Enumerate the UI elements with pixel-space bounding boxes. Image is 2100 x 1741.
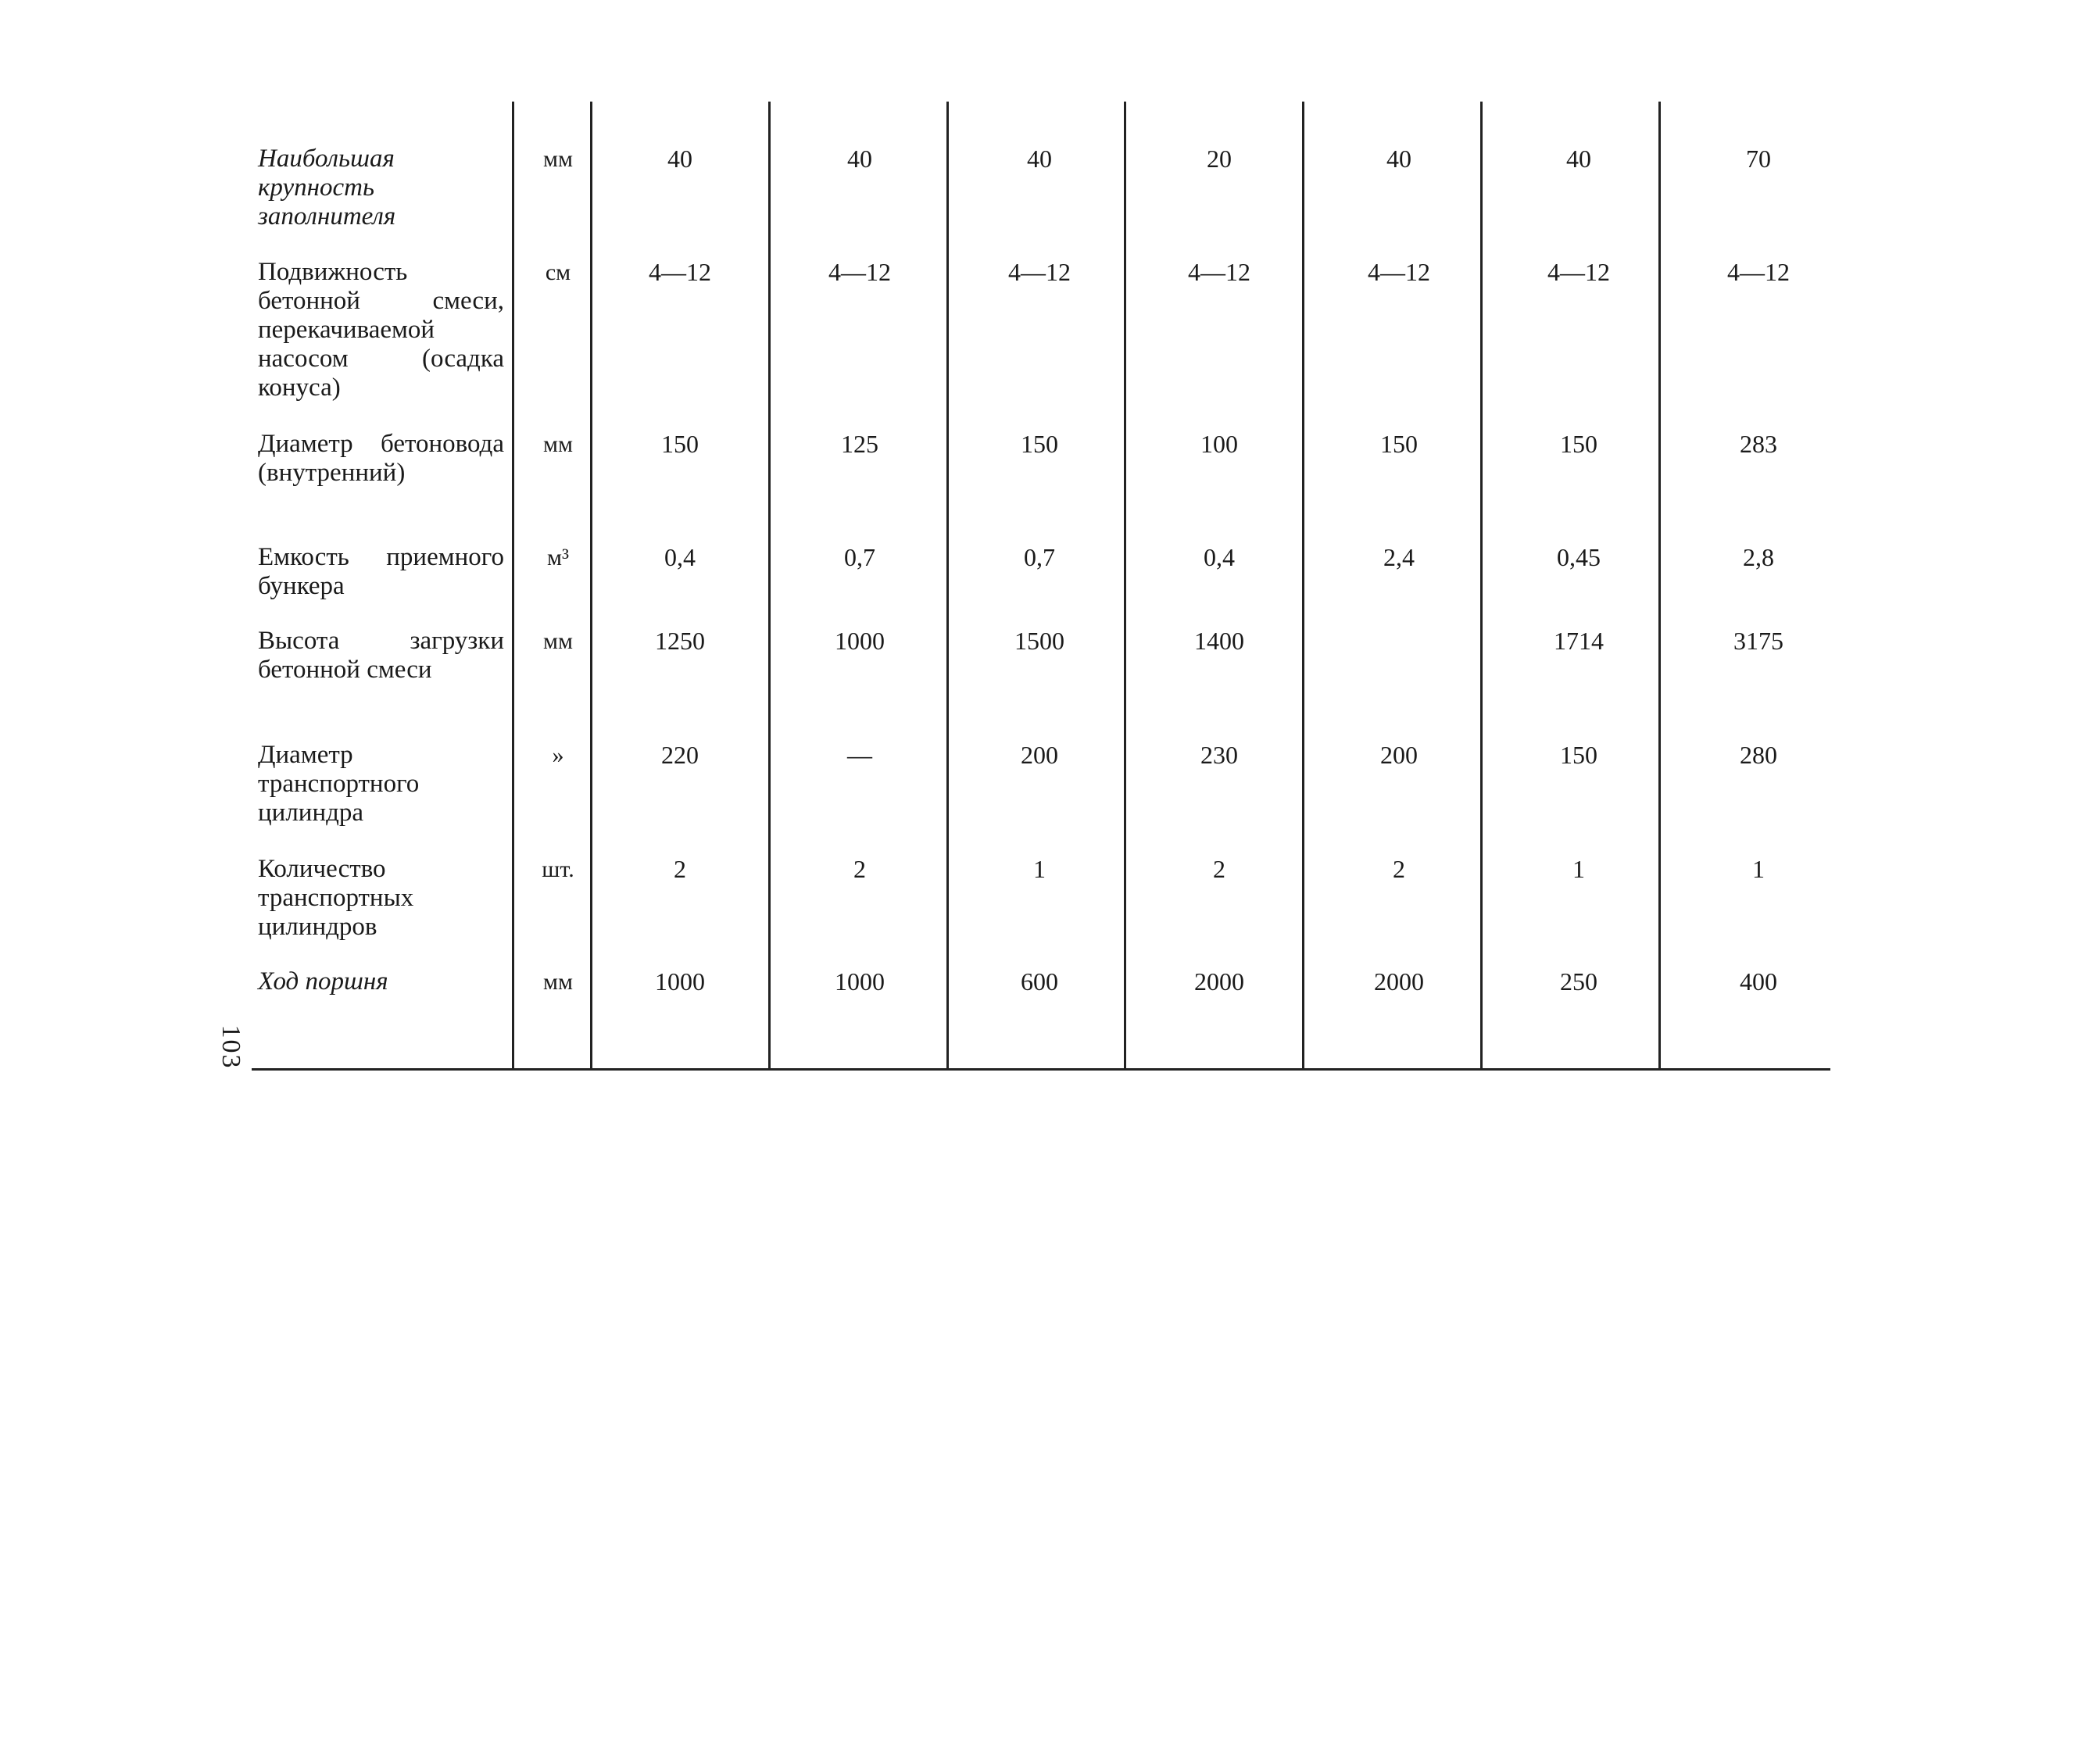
table-cell: 0,4 xyxy=(664,543,696,571)
table-cell: — xyxy=(847,741,872,769)
table-cell: 150 xyxy=(1380,430,1418,458)
table-cell: 40 xyxy=(667,145,692,173)
table-cell: 1 xyxy=(1752,855,1765,883)
table-cell: 125 xyxy=(841,430,878,458)
table-cell: 1 xyxy=(1572,855,1585,883)
table-cell: 2 xyxy=(674,855,686,883)
table-cell: 4—12 xyxy=(1008,258,1071,286)
table-cell: 230 xyxy=(1200,741,1238,769)
table-cell: 1000 xyxy=(835,627,885,655)
table-cell: 4—12 xyxy=(649,258,711,286)
table-cell: 150 xyxy=(1021,430,1058,458)
table-cell: 150 xyxy=(1560,430,1597,458)
row-label: Количество транспортных цилиндров xyxy=(258,855,414,941)
column-rule xyxy=(512,102,514,1071)
column-rule xyxy=(1658,102,1661,1071)
row-label: Диаметр транспортного цилиндра xyxy=(258,741,420,827)
table-cell: 250 xyxy=(1560,967,1597,996)
row-unit: мм xyxy=(543,969,573,995)
table-cell: 1500 xyxy=(1014,627,1064,655)
table-cell: 100 xyxy=(1200,430,1238,458)
table-cell: 1250 xyxy=(655,627,705,655)
row-unit: м³ xyxy=(547,545,569,570)
table-cell: 2,8 xyxy=(1743,543,1774,571)
table-cell: 4—12 xyxy=(1368,258,1430,286)
table-cell: 4—12 xyxy=(828,258,891,286)
table-cell: 280 xyxy=(1740,741,1777,769)
table-cell: 4—12 xyxy=(1547,258,1610,286)
table-cell: 2 xyxy=(1213,855,1225,883)
table-cell: 1000 xyxy=(655,967,705,996)
row-unit: шт. xyxy=(542,856,574,882)
row-unit: мм xyxy=(543,146,573,172)
row-label: Подвижность бетонной смеси, перекачиваемой насосом (осадка конуса) xyxy=(258,258,504,402)
table-cell: 4—12 xyxy=(1188,258,1250,286)
table-cell: 2 xyxy=(1393,855,1405,883)
bottom-rule xyxy=(252,1068,1830,1071)
table-cell: 200 xyxy=(1021,741,1058,769)
table-cell: 40 xyxy=(1386,145,1411,173)
row-label: Емкость приемного бункера xyxy=(258,543,504,600)
table-cell: 40 xyxy=(1027,145,1052,173)
table-cell: 1 xyxy=(1033,855,1046,883)
table-cell: 1000 xyxy=(835,967,885,996)
row-unit: мм xyxy=(543,431,573,457)
table-cell: 2,4 xyxy=(1383,543,1415,571)
table-cell: 40 xyxy=(1566,145,1591,173)
page-number: 103 xyxy=(216,1024,245,1070)
table-cell: 1400 xyxy=(1194,627,1244,655)
column-rule xyxy=(590,102,592,1071)
table-cell: 2 xyxy=(853,855,866,883)
row-label: Ход поршня xyxy=(258,967,388,996)
row-label: Высота загрузки бетонной смеси xyxy=(258,627,504,684)
table-cell: 0,45 xyxy=(1557,543,1601,571)
table-cell: 220 xyxy=(661,741,699,769)
table-cell: 20 xyxy=(1207,145,1232,173)
table-cell: 600 xyxy=(1021,967,1058,996)
row-unit: » xyxy=(552,742,564,768)
column-rule xyxy=(946,102,949,1071)
column-rule xyxy=(768,102,771,1071)
table-cell: 200 xyxy=(1380,741,1418,769)
row-unit: см xyxy=(545,259,571,285)
table-cell: 40 xyxy=(847,145,872,173)
table-cell: 2000 xyxy=(1374,967,1424,996)
table-cell: 0,7 xyxy=(844,543,875,571)
table-cell: 2000 xyxy=(1194,967,1244,996)
table-cell: 283 xyxy=(1740,430,1777,458)
table-cell: 150 xyxy=(1560,741,1597,769)
table-cell: 1714 xyxy=(1554,627,1604,655)
table-cell: 4—12 xyxy=(1727,258,1790,286)
table-cell: 3175 xyxy=(1733,627,1783,655)
column-rule xyxy=(1302,102,1304,1071)
table-cell: 0,7 xyxy=(1024,543,1055,571)
table-cell: 150 xyxy=(661,430,699,458)
row-unit: мм xyxy=(543,628,573,654)
table-cell: 400 xyxy=(1740,967,1777,996)
table-cell: 0,4 xyxy=(1204,543,1235,571)
column-rule xyxy=(1480,102,1483,1071)
row-label: Диаметр бетоновода (внутренний) xyxy=(258,430,504,487)
table-cell: 70 xyxy=(1746,145,1771,173)
column-rule xyxy=(1124,102,1126,1071)
row-label: Наибольшая крупность заполнителя xyxy=(258,145,396,231)
